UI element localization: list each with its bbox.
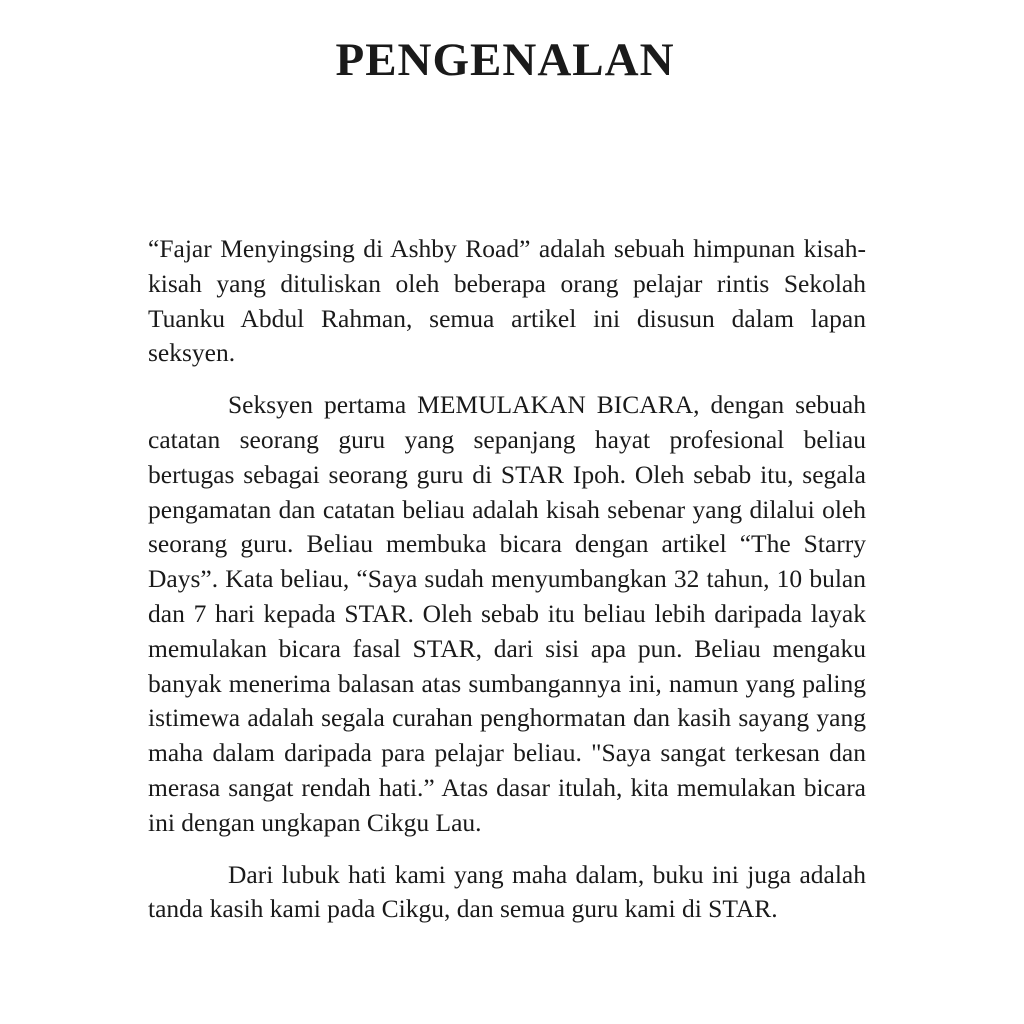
page-title: PENGENALAN	[335, 34, 675, 86]
paragraph-intro: “Fajar Menyingsing di Ashby Road” adalah sebuah himpunan kisah-kisah yang dituliskan oleh beberapa orang pelajar rintis Sekolah Tuanku Abdul Rahman, semua artikel ini disusun dalam lapan seksyen.	[148, 234, 866, 368]
paragraph-closing: Dari lubuk hati kami yang maha dalam, buku ini juga adalah tanda kasih kami pada Cikgu, dan semua guru kami di STAR.	[148, 859, 866, 924]
body-text	[148, 232, 866, 927]
paragraph-section-one: Seksyen pertama MEMULAKAN BICARA, dengan sebuah catatan seorang guru yang sepanjang hayat profesional beliau bertugas sebagai seorang guru di STAR Ipoh. Oleh sebab itu, segala pengamatan dan catatan beliau adalah kisah sebenar yang dilalui oleh seorang guru. Beliau membuka bicara dengan artikel “The Starry Days”. Kata beliau, “Saya sudah menyumbangkan 32 tahun, 10 bulan dan 7 hari kepada STAR. Oleh sebab itu beliau lebih daripada layak memulakan bicara fasal STAR, dari sisi apa pun. Beliau mengaku banyak menerima balasan atas sumbangannya ini, namun yang paling istimewa adalah segala curahan penghormatan dan kasih sayang yang maha dalam daripada para pelajar beliau. "Saya sangat terkesan dan merasa sangat rendah hati.” Atas dasar itulah, kita memulakan bicara ini dengan ungkapan Cikgu Lau.	[148, 390, 866, 837]
